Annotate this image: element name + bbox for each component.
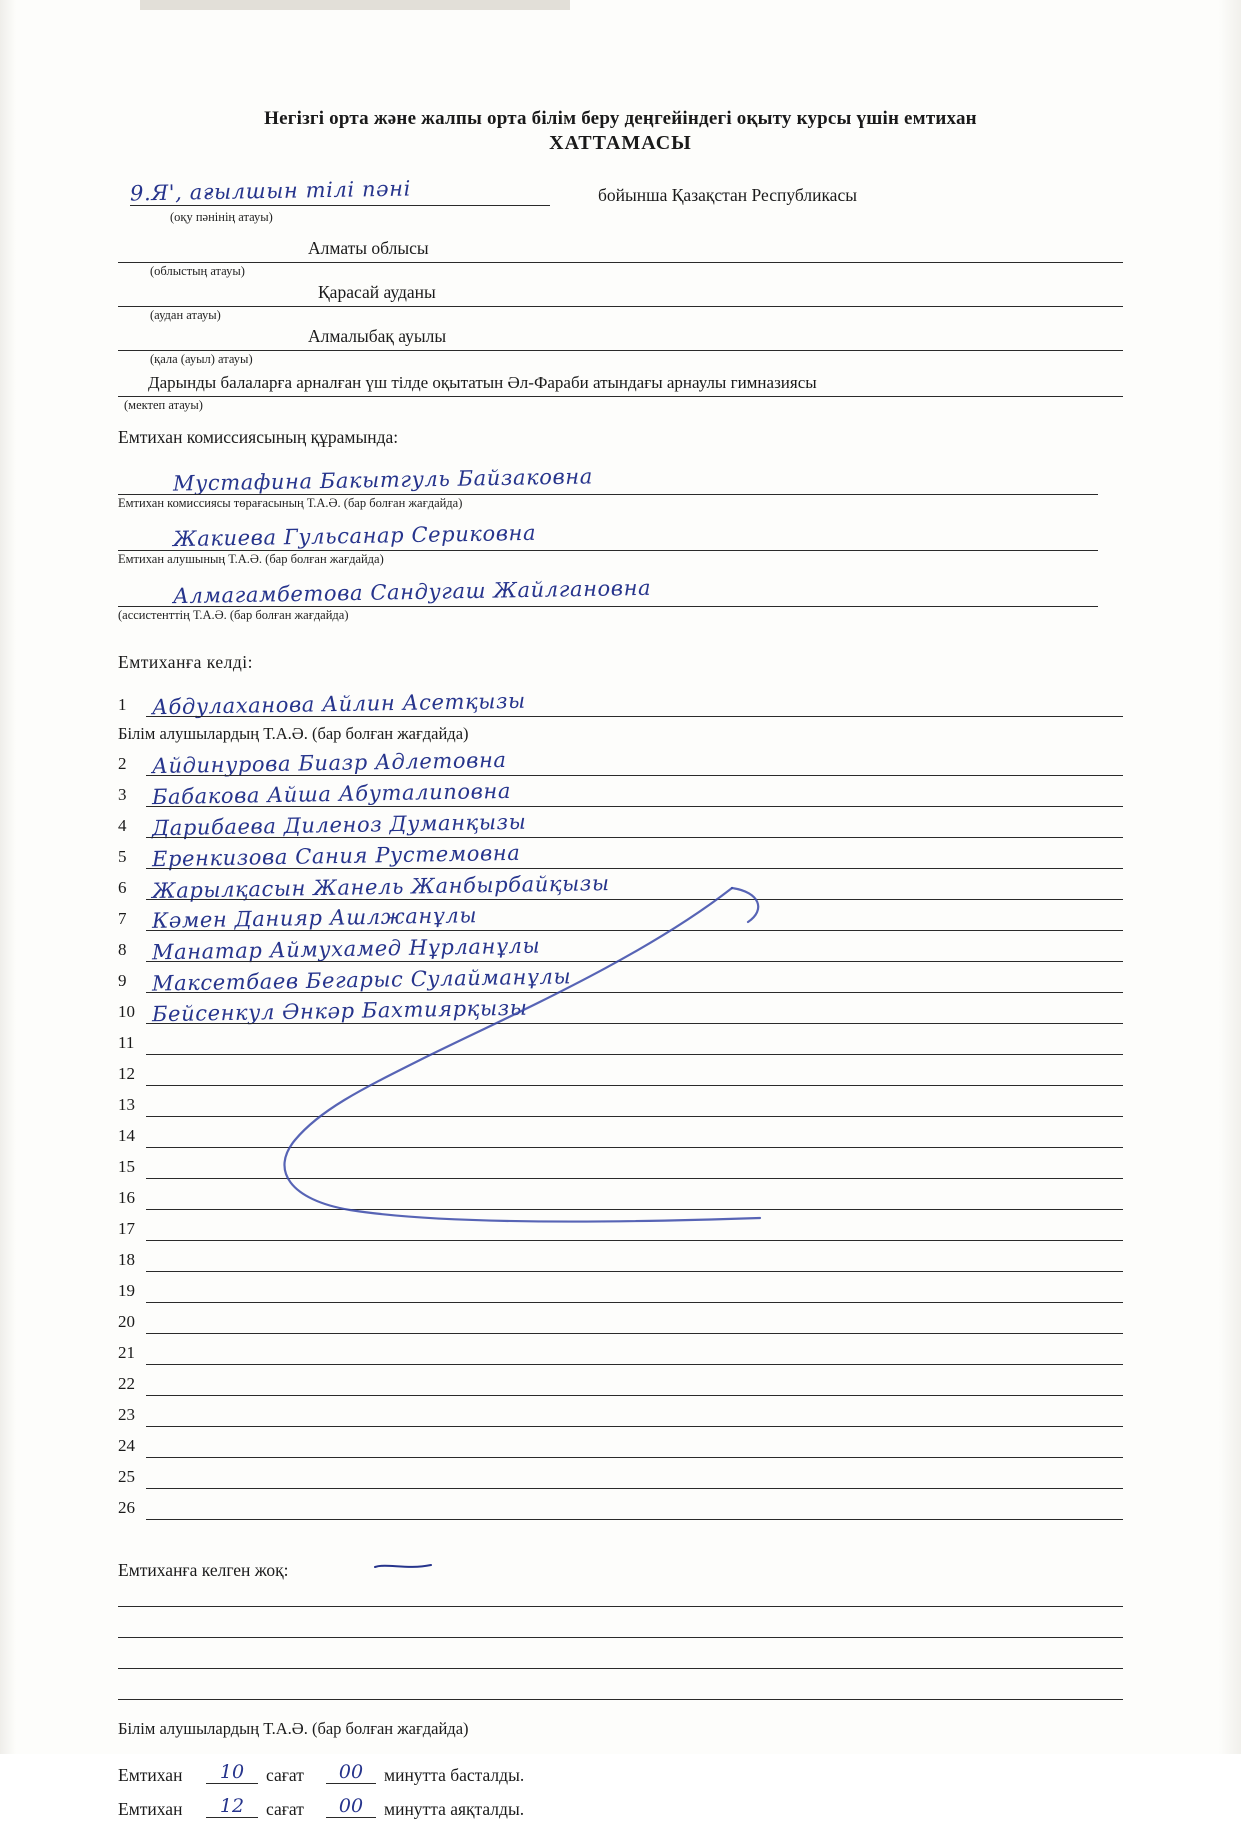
list-item[interactable]: [118, 841, 1123, 872]
student-name: Еренкизова Сания Рустемовна: [151, 840, 521, 871]
exam-start-mid: сағат: [266, 1764, 304, 1785]
row-number: 10: [118, 1001, 135, 1021]
row-rule: [146, 992, 1123, 993]
row-number: 5: [118, 846, 127, 866]
exam-end-mid: сағат: [266, 1798, 304, 1819]
row-rule: [146, 1023, 1123, 1024]
school-rule: [118, 396, 1123, 397]
row-number: 12: [118, 1063, 135, 1083]
row-rule: [146, 868, 1123, 869]
students-caption-row: [118, 720, 1123, 748]
absent-lines: [118, 1583, 1123, 1707]
row-rule: [146, 1116, 1123, 1117]
student-name: Дарибаева Диленоз Думанқызы: [151, 809, 527, 841]
exam-end-row: [118, 1789, 1123, 1823]
school-caption: (мектеп атауы): [124, 398, 203, 412]
row-number: 14: [118, 1125, 135, 1145]
row-number: 19: [118, 1280, 135, 1300]
list-item[interactable]: [118, 689, 1123, 720]
row-rule: [146, 1085, 1123, 1086]
village-row: [118, 308, 1123, 366]
list-item[interactable]: [118, 1244, 1123, 1275]
row-number: 13: [118, 1094, 135, 1114]
subject-suffix-text: бойынша Қазақстан Республикасы: [598, 185, 857, 205]
list-item[interactable]: [118, 1275, 1123, 1306]
absent-pen-dash-icon: [373, 1561, 433, 1571]
list-item[interactable]: [118, 1368, 1123, 1399]
region-caption: (облыстың атауы): [150, 264, 245, 278]
district-row: [118, 264, 1123, 322]
row-rule: [146, 1240, 1123, 1241]
list-item[interactable]: [118, 1182, 1123, 1213]
row-number: 22: [118, 1373, 135, 1393]
row-rule: [146, 930, 1123, 931]
page-title: Негізгі орта және жалпы орта білім беру деңгейіндегі оқыту курсы үшін емтихан: [264, 108, 977, 129]
row-rule: [146, 1147, 1123, 1148]
exam-start-prefix: Емтихан: [118, 1764, 183, 1785]
commission-assistant-caption: (ассистенттің Т.А.Ә. (бар болған жағдайда): [118, 609, 353, 623]
row-number: 1: [118, 694, 127, 714]
exam-end-prefix: Емтихан: [118, 1798, 183, 1819]
row-number: 6: [118, 877, 127, 897]
page-title-secondary: ХАТТАМАСЫ: [549, 132, 692, 154]
row-rule: [146, 1302, 1123, 1303]
absent-line[interactable]: [118, 1645, 1123, 1676]
row-rule: [146, 1519, 1123, 1520]
student-name: Бейсенкул Әнкәр Бахтиярқызы: [151, 995, 528, 1027]
row-number: 7: [118, 908, 127, 928]
row-number: 17: [118, 1218, 135, 1238]
row-rule: [146, 1426, 1123, 1427]
row-number: 8: [118, 939, 127, 959]
exam-start-hour[interactable]: 10: [206, 1761, 258, 1784]
subject-value: 9.Я', ағылшын тілі пәні: [129, 176, 412, 206]
commission-row-assistant[interactable]: [118, 566, 1123, 622]
student-name: Кәмен Данияр Ашлжанұлы: [151, 902, 478, 933]
row-rule: [146, 899, 1123, 900]
village-value: Алмалыбақ ауылы: [308, 325, 447, 346]
list-item[interactable]: [118, 1058, 1123, 1089]
school-value: Дарынды балаларға арналған үш тілде оқытатын Әл-Фараби атындағы арнаулы гимназиясы: [148, 372, 817, 392]
absent-line[interactable]: [118, 1614, 1123, 1645]
commission-assistant-name: Алмагамбетова Сандугаш Жайлгановна: [172, 575, 652, 608]
list-item[interactable]: [118, 1461, 1123, 1492]
list-item[interactable]: [118, 1213, 1123, 1244]
list-item[interactable]: [118, 1337, 1123, 1368]
document-content: [0, 0, 1241, 155]
subject-field[interactable]: [129, 176, 550, 206]
student-name: Манатар Аймухамед Нұрланұлы: [151, 933, 541, 965]
row-number: 9: [118, 970, 127, 990]
students-caption: Білім алушылардың Т.А.Ә. (бар болған жағдайда): [118, 723, 469, 743]
student-name: Бабакова Айша Абуталиповна: [151, 778, 512, 809]
village-caption: (қала (ауыл) атауы): [150, 352, 253, 366]
absent-heading: Емтиханға келген жоқ:: [118, 1559, 289, 1580]
list-item[interactable]: [118, 810, 1123, 841]
commission-assistant-rule: [118, 606, 1098, 607]
row-number: 3: [118, 784, 127, 804]
row-number: 18: [118, 1249, 135, 1269]
row-rule: [146, 1457, 1123, 1458]
region-rule: [118, 262, 1123, 263]
list-item[interactable]: [118, 1399, 1123, 1430]
exam-end-minute[interactable]: 00: [326, 1795, 376, 1818]
row-number: 2: [118, 753, 127, 773]
form-body: [118, 176, 1123, 1823]
list-item[interactable]: [118, 996, 1123, 1027]
row-rule: [146, 775, 1123, 776]
row-rule: [146, 1395, 1123, 1396]
scan-edge-left: [0, 0, 16, 1754]
commission-examiner-name: Жакиева Гульсанар Сериковна: [172, 520, 537, 551]
row-rule: [146, 1209, 1123, 1210]
subject-row: [118, 176, 1123, 210]
village-rule: [118, 350, 1123, 351]
subject-caption: (оқу пәнінің атауы): [170, 210, 273, 224]
row-rule: [146, 837, 1123, 838]
list-item[interactable]: [118, 748, 1123, 779]
row-rule: [146, 961, 1123, 962]
school-row: [118, 352, 1123, 412]
list-item[interactable]: [118, 872, 1123, 903]
commission-chair-name: Мустафина Бакытгуль Байзаковна: [172, 464, 594, 496]
student-name: Айдинурова Биазр Адлетовна: [151, 747, 507, 778]
student-name: Абдулаханова Айлин Асетқызы: [151, 688, 526, 720]
row-rule: [146, 716, 1123, 717]
district-caption: (аудан атауы): [150, 308, 221, 322]
scan-edge-right: [1219, 0, 1241, 1754]
absent-caption: Білім алушылардың Т.А.Ә. (бар болған жағдайда): [118, 1718, 469, 1738]
row-rule: [146, 1364, 1123, 1365]
row-rule: [146, 1333, 1123, 1334]
absent-heading-row: [118, 1549, 1123, 1583]
region-row: [118, 225, 1123, 278]
exam-start-suffix: минутта басталды.: [384, 1764, 525, 1785]
commission-chair-caption: Емтихан комиссиясы төрағасының Т.А.Ә. (бар болған жағдайда): [118, 497, 466, 511]
district-value: Қарасай ауданы: [318, 281, 436, 302]
student-name: Максетбаев Бегарыс Сулайманұлы: [151, 964, 572, 996]
list-item[interactable]: [118, 779, 1123, 810]
absent-line[interactable]: [118, 1676, 1123, 1707]
commission-examiner-caption: Емтихан алушының Т.А.Ә. (бар болған жағдайда): [118, 553, 388, 567]
list-item[interactable]: [118, 903, 1123, 934]
commission-row-chair[interactable]: [118, 454, 1123, 510]
exam-start-minute[interactable]: 00: [326, 1761, 376, 1784]
row-number: 23: [118, 1404, 135, 1424]
student-list: [118, 689, 1123, 1523]
row-number: 21: [118, 1342, 135, 1362]
commission-row-examiner[interactable]: [118, 510, 1123, 566]
exam-end-suffix: минутта аяқталды.: [384, 1798, 525, 1819]
list-item[interactable]: [118, 934, 1123, 965]
commission-chair-rule: [118, 494, 1098, 495]
row-number: 4: [118, 815, 127, 835]
list-item[interactable]: [118, 1306, 1123, 1337]
list-item[interactable]: [118, 1089, 1123, 1120]
row-number: 26: [118, 1497, 135, 1517]
student-name: Жарылқасын Жанель Жанбырбайқызы: [151, 870, 610, 903]
row-rule: [146, 806, 1123, 807]
commission-examiner-rule: [118, 550, 1098, 551]
arrived-heading: Емтиханға келді:: [118, 651, 253, 672]
list-item[interactable]: [118, 1430, 1123, 1461]
row-number: 25: [118, 1466, 135, 1486]
list-item[interactable]: [118, 1120, 1123, 1151]
row-rule: [146, 1054, 1123, 1055]
list-item[interactable]: [118, 965, 1123, 996]
commission-heading: Емтихан комиссиясының құрамында:: [118, 426, 399, 447]
row-rule: [146, 1178, 1123, 1179]
row-rule: [146, 1271, 1123, 1272]
region-value: Алматы облысы: [308, 237, 429, 258]
row-number: 15: [118, 1156, 135, 1176]
row-number: 20: [118, 1311, 135, 1331]
row-number: 11: [118, 1032, 135, 1052]
district-rule: [118, 306, 1123, 307]
exam-end-hour[interactable]: 12: [206, 1795, 258, 1818]
row-number: 16: [118, 1187, 135, 1207]
list-item[interactable]: [118, 1027, 1123, 1058]
list-item[interactable]: [118, 1492, 1123, 1523]
row-number: 24: [118, 1435, 135, 1455]
list-item[interactable]: [118, 1151, 1123, 1182]
exam-start-row: [118, 1755, 1123, 1789]
row-rule: [146, 1488, 1123, 1489]
absent-line[interactable]: [118, 1583, 1123, 1614]
